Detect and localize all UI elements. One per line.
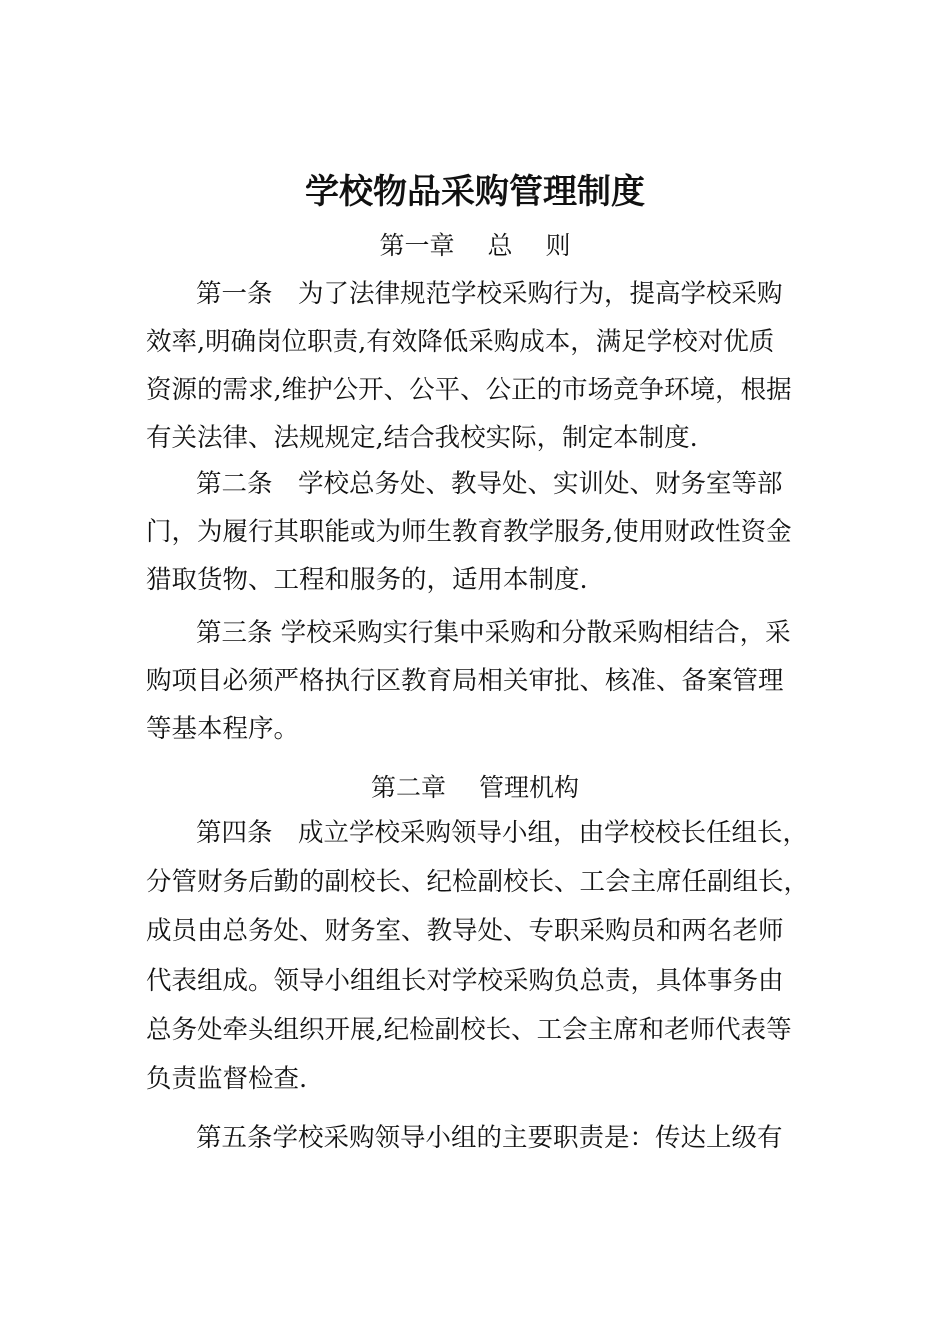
chapter-heading: 第一章 总 则	[379, 231, 571, 260]
document-title: 学校物品采购管理制度	[305, 172, 645, 212]
text-line: 代表组成。领导小组组长对学校采购负总责，具体事务由	[146, 966, 784, 996]
text-line: 成员由总务处、财务室、教导处、专职采购员和两名老师	[146, 916, 784, 946]
text-line: 分管财务后勤的副校长、纪检副校长、工会主席任副组长，	[146, 867, 810, 897]
text-line: 第五条学校采购领导小组的主要职责是：传达上级有	[196, 1123, 783, 1153]
text-line: 第二条 学校总务处、教导处、实训处、财务室等部	[196, 469, 783, 499]
text-line: 有关法律、法规规定,结合我校实际，制定本制度.	[146, 423, 698, 453]
text-line: 等基本程序。	[146, 714, 300, 744]
text-line: 第一条 为了法律规范学校采购行为，提高学校采购	[196, 279, 783, 309]
text-line: 猎取货物、工程和服务的，适用本制度.	[146, 565, 588, 595]
text-line: 资源的需求,维护公开、公平、公正的市场竞争环境，根据	[146, 375, 792, 405]
chapter-heading: 第二章 管理机构	[371, 773, 579, 802]
text-line: 总务处牵头组织开展,纪检副校长、工会主席和老师代表等	[146, 1015, 792, 1045]
text-line: 效率,明确岗位职责,有效降低采购成本，满足学校对优质	[146, 327, 775, 357]
text-line: 第四条 成立学校采购领导小组，由学校校长任组长，	[196, 818, 809, 848]
text-line: 购项目必须严格执行区教育局相关审批、核准、备案管理	[146, 666, 784, 696]
text-line: 负责监督检查.	[146, 1064, 308, 1094]
text-line: 第三条 学校采购实行集中采购和分散采购相结合，采	[196, 618, 791, 648]
text-line: 门，为履行其职能或为师生教育教学服务,使用财政性资金	[146, 517, 792, 547]
